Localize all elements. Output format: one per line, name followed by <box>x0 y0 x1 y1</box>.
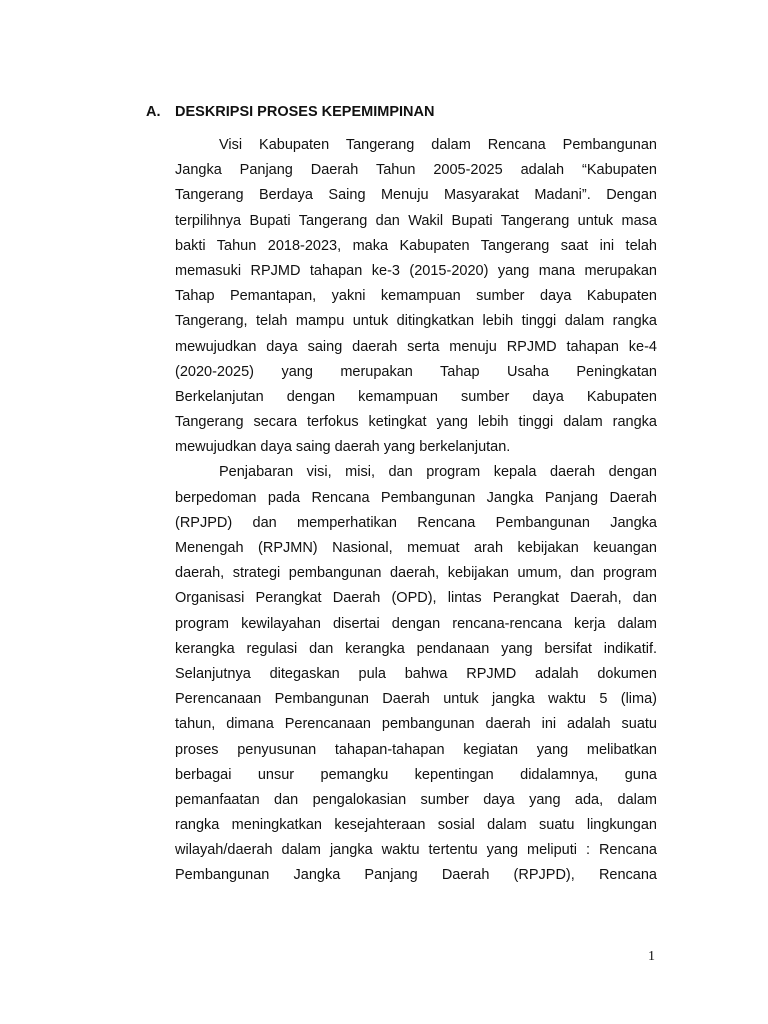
paragraph-vision <box>175 133 657 460</box>
section-number: A. <box>146 104 161 120</box>
page-number: 1 <box>648 949 655 964</box>
text-line: berpedoman pada Rencana Pembangunan Jangka Panjang Daerah <box>175 489 657 506</box>
text-line: Menengah (RPJMN) Nasional, memuat arah kebijakan keuangan <box>175 540 657 556</box>
text-line: pemanfaatan dan pengalokasian sumber daya yang ada, dalam <box>175 791 657 808</box>
text-line: Tangerang, telah mampu untuk ditingkatkan lebih tinggi dalam rangka <box>175 313 657 330</box>
text-line: program kewilayahan disertai dengan rencana-rencana kerja dalam <box>175 615 657 632</box>
paragraph-elaboration <box>175 460 657 888</box>
text-line: Selanjutnya ditegaskan pula bahwa RPJMD adalah dokumen <box>175 665 657 682</box>
body-text <box>175 133 657 889</box>
text-line: (RPJPD) dan memperhatikan Rencana Pembangunan Jangka <box>175 514 657 531</box>
text-line: Organisasi Perangkat Daerah (OPD), lintas Perangkat Daerah, dan <box>175 590 657 607</box>
text-line: Jangka Panjang Daerah Tahun 2005-2025 adalah “Kabupaten <box>175 162 657 179</box>
text-line: Tangerang secara terfokus ketingkat yang lebih tinggi dalam rangka <box>175 414 657 431</box>
text-line: memasuki RPJMD tahapan ke-3 (2015-2020) yang mana merupakan <box>175 262 657 279</box>
text-line: mewujudkan daya saing daerah yang berkelanjutan. <box>175 439 511 456</box>
text-line: (2020-2025) yang merupakan Tahap Usaha Peningkatan <box>175 363 657 380</box>
text-line: daerah, strategi pembangunan daerah, kebijakan umum, dan program <box>175 565 657 582</box>
text-line: rangka meningkatkan kesejahteraan sosial dalam suatu lingkungan <box>175 817 657 834</box>
text-line: Berkelanjutan dengan kemampuan sumber daya Kabupaten <box>175 388 657 405</box>
text-line: Visi Kabupaten Tangerang dalam Rencana Pembangunan <box>219 137 657 153</box>
text-line: wilayah/daerah dalam jangka waktu tertentu yang meliputi : Rencana <box>175 842 657 859</box>
text-line: Penjabaran visi, misi, dan program kepala daerah dengan <box>219 464 657 481</box>
text-line: tahun, dimana Perencanaan pembangunan daerah ini adalah suatu <box>175 716 657 733</box>
section-title: DESKRIPSI PROSES KEPEMIMPINAN <box>175 104 435 120</box>
section-heading <box>146 102 666 122</box>
text-line: berbagai unsur pemangku kepentingan didalamnya, guna <box>175 766 657 783</box>
text-line: kerangka regulasi dan kerangka pendanaan yang bersifat indikatif. <box>175 640 657 657</box>
text-line: Perencanaan Pembangunan Daerah untuk jangka waktu 5 (lima) <box>175 691 657 708</box>
text-line: mewujudkan daya saing daerah serta menuju RPJMD tahapan ke-4 <box>175 338 657 355</box>
text-line: terpilihnya Bupati Tangerang dan Wakil Bupati Tangerang untuk masa <box>175 212 657 229</box>
text-line: Tahap Pemantapan, yakni kemampuan sumber daya Kabupaten <box>175 288 657 305</box>
text-line: bakti Tahun 2018-2023, maka Kabupaten Tangerang saat ini telah <box>175 237 657 254</box>
text-line: Pembangunan Jangka Panjang Daerah (RPJPD), Rencana <box>175 867 657 884</box>
text-line: Tangerang Berdaya Saing Menuju Masyarakat Madani”. Dengan <box>175 187 657 204</box>
text-line: proses penyusunan tahapan-tahapan kegiatan yang melibatkan <box>175 741 657 758</box>
